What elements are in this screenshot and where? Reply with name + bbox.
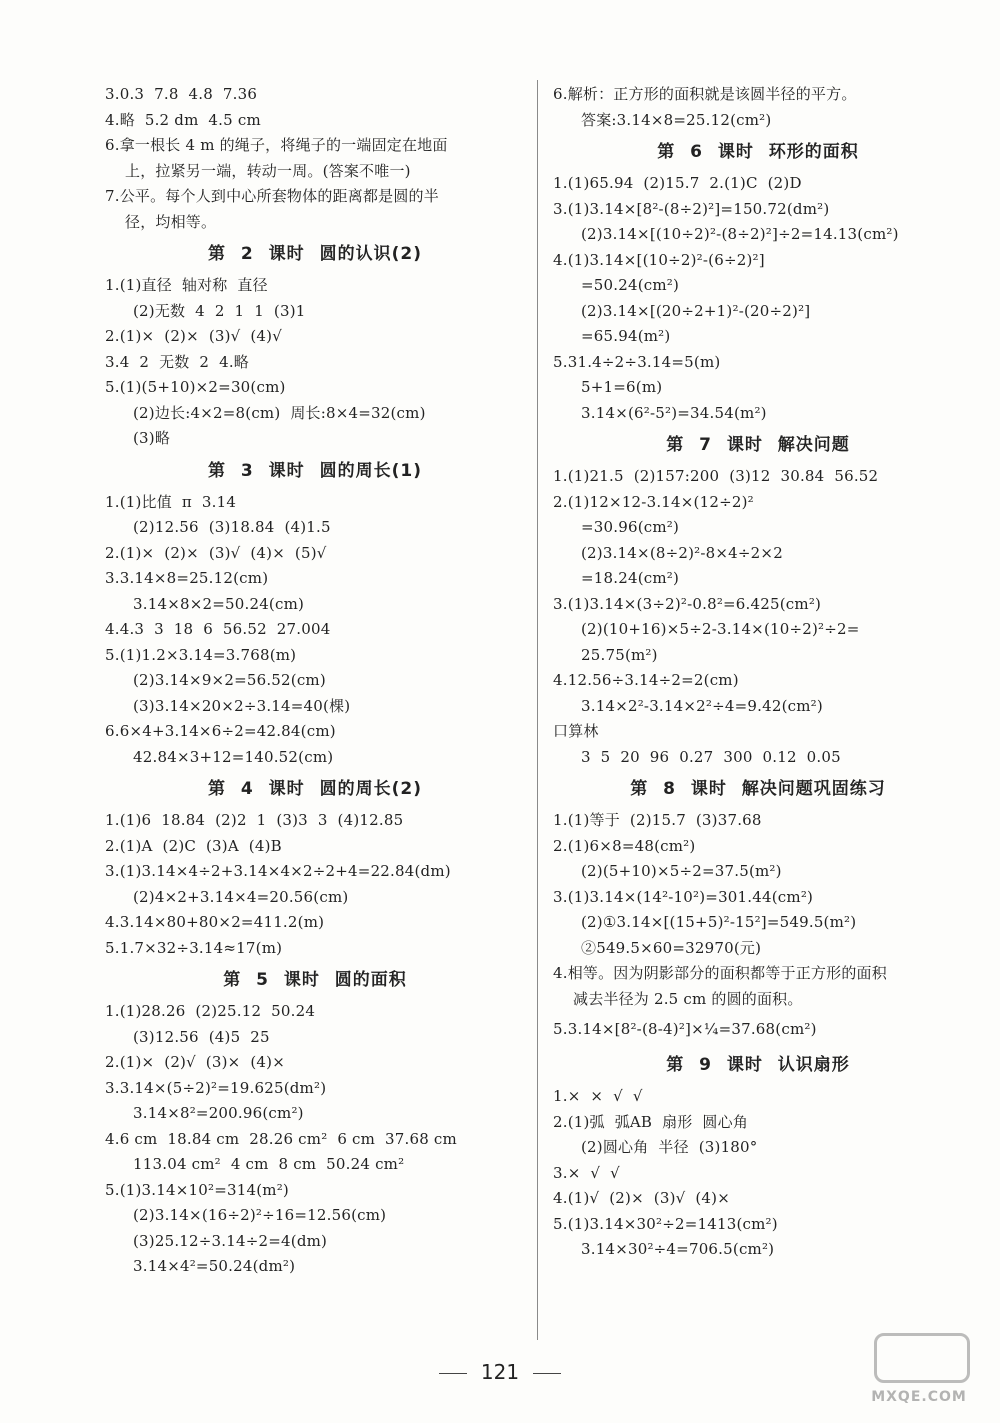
answer-line: (2)3.14×[(10÷2)²-(8÷2)²]÷2=14.13(cm²)	[581, 225, 899, 243]
section-heading: 第 5 课时 圆的面积	[223, 970, 407, 990]
answer-line: 1.(1)28.26 (2)25.12 50.24	[105, 1002, 316, 1020]
answer-stamp-logo-icon	[874, 1333, 970, 1383]
section-heading: 第 9 课时 认识扇形	[666, 1055, 850, 1075]
section-heading: 第 8 课时 解决问题巩固练习	[630, 779, 886, 799]
answer-line: 3.× √ √	[553, 1163, 620, 1182]
answer-line: 1.(1)65.94 (2)15.7 2.(1)C (2)D	[553, 174, 802, 192]
answer-line: 3.14×(6²-5²)=34.54(m²)	[581, 403, 767, 422]
answer-line: 5.(1)(5+10)×2=30(cm)	[105, 378, 286, 396]
section-heading: 第 2 课时 圆的认识(2)	[208, 244, 422, 264]
section-heading: 第 6 课时 环形的面积	[657, 142, 859, 162]
right-column	[553, 82, 963, 1263]
answer-line: 2.(1)× (2)√ (3)× (4)×	[105, 1053, 285, 1071]
answer-line: (2)(10+16)×5÷2-3.14×(10÷2)²÷2=	[581, 620, 860, 638]
answer-line: 42.84×3+12=140.52(cm)	[133, 747, 334, 766]
answer-line: 3.0.3 7.8 4.8 7.36	[105, 85, 258, 103]
answer-line: 3.14×8²=200.96(cm²)	[133, 1104, 304, 1122]
answer-line: 上，拉紧另一端，转动一周。(答案不唯一)	[125, 161, 411, 180]
answer-line: (2)3.14×(8÷2)²-8×4÷2×2	[581, 543, 783, 562]
answer-line: (2)圆心角 半径 (3)180°	[581, 1138, 758, 1156]
answer-line: (2)4×2+3.14×4=20.56(cm)	[133, 887, 349, 906]
answer-line: (3)12.56 (4)5 25	[133, 1027, 270, 1046]
answer-line: 4.6 cm 18.84 cm 28.26 cm² 6 cm 37.68 cm	[105, 1129, 457, 1148]
answer-line: (2)(5+10)×5÷2=37.5(m²)	[581, 862, 782, 880]
answer-line: 1.(1)比值 π 3.14	[105, 492, 237, 511]
answer-line: 2.(1)12×12-3.14×(12÷2)²	[553, 492, 754, 511]
answer-line: 6.6×4+3.14×6÷2=42.84(cm)	[105, 722, 336, 740]
answer-line: 3.(1)3.14×(3÷2)²-0.8²=6.425(cm²)	[553, 594, 822, 613]
answer-line: 3.14×4²=50.24(dm²)	[133, 1257, 296, 1275]
answer-line: 4.(1)3.14×[(10÷2)²-(6÷2)²]	[553, 250, 765, 269]
answer-line: 3.14×8×2=50.24(cm)	[133, 594, 305, 613]
answer-line: 3.4 2 无数 2 4.略	[105, 352, 249, 371]
answer-line: 3.(1)3.14×(14²-10²)=301.44(cm²)	[553, 887, 814, 906]
answer-line: 1.(1)6 18.84 (2)2 1 (3)3 3 (4)12.85	[105, 811, 404, 829]
answer-line: 2.(1)A (2)C (3)A (4)B	[105, 836, 282, 855]
answer-line: 7.公平。每个人到中心所套物体的距离都是圆的半	[105, 187, 439, 205]
page-number	[0, 1360, 1000, 1384]
section-heading: 第 3 课时 圆的周长(1)	[208, 460, 422, 481]
answer-line: 5.(1)3.14×10²=314(m²)	[105, 1180, 289, 1199]
column-divider	[537, 80, 538, 1340]
answer-line: 5.1.7×32÷3.14≈17(m)	[105, 938, 283, 957]
answer-line: (2)边长:4×2=8(cm) 周长:8×4=32(cm)	[133, 403, 426, 422]
answer-line: 25.75(m²)	[581, 645, 658, 664]
answer-line: 4.(1)√ (2)× (3)√ (4)×	[553, 1189, 730, 1207]
answer-line: 2.(1)× (2)× (3)√ (4)× (5)√	[105, 543, 327, 562]
answer-line: (2)①3.14×[(15+5)²-15²]=549.5(m²)	[581, 913, 857, 931]
answer-line: 4.3.14×80+80×2=411.2(m)	[105, 913, 325, 931]
answer-line: (2)3.14×[(20÷2+1)²-(20÷2)²]	[581, 301, 811, 320]
answer-line: 2.(1)6×8=48(cm²)	[553, 836, 696, 855]
answer-line: (3)25.12÷3.14÷2=4(dm)	[133, 1231, 328, 1250]
section-heading: 第 7 课时 解决问题	[666, 435, 850, 455]
answer-line: 6.解析：正方形的面积就是该圆半径的平方。	[553, 85, 857, 103]
answer-line: 4.12.56÷3.14÷2=2(cm)	[553, 671, 739, 689]
watermark-text: MXQE.COM	[871, 1389, 967, 1405]
answer-line: 3 5 20 96 0.27 300 0.12 0.05	[581, 747, 841, 766]
answer-line: 3.3.14×(5÷2)²=19.625(dm²)	[105, 1078, 327, 1097]
answer-line: (2)3.14×(16÷2)²÷16=12.56(cm)	[133, 1206, 387, 1224]
answer-line: =50.24(cm²)	[581, 276, 680, 294]
answer-line: 4.相等。因为阴影部分的面积都等于正方形的面积	[553, 964, 887, 982]
answer-line: (2)3.14×9×2=56.52(cm)	[133, 671, 326, 689]
answer-line: (3)3.14×20×2÷3.14=40(棵)	[133, 696, 351, 715]
answer-line: 减去半径为 2.5 cm 的圆的面积。	[573, 989, 803, 1008]
page-number-text: 121	[480, 1360, 520, 1384]
answer-line: 5.31.4÷2÷3.14=5(m)	[553, 352, 721, 371]
answer-line: 5.3.14×[8²-(8-4)²]×¼=37.68(cm²)	[553, 1020, 817, 1038]
answer-line: (2)无数 4 2 1 1 (3)1	[133, 301, 306, 320]
answer-line: 径，均相等。	[125, 212, 217, 231]
answer-line: (3)略	[133, 429, 171, 447]
answer-line: 1.× × √ √	[553, 1087, 643, 1105]
page-number-dash-left	[439, 1373, 467, 1374]
answer-line: 1.(1)等于 (2)15.7 (3)37.68	[553, 811, 762, 829]
left-column	[105, 82, 525, 1280]
answer-line: 3.(1)3.14×4÷2+3.14×4×2÷2+4=22.84(dm)	[105, 862, 451, 880]
answer-line: 3.14×30²÷4=706.5(cm²)	[581, 1240, 775, 1258]
answer-line: 2.(1)× (2)× (3)√ (4)√	[105, 327, 282, 345]
answer-line: =30.96(cm²)	[581, 518, 680, 536]
answer-line: 5+1=6(m)	[581, 378, 663, 396]
answer-line: 3.(1)3.14×[8²-(8÷2)²]=150.72(dm²)	[553, 199, 830, 218]
answer-line: 4.4.3 3 18 6 56.52 27.004	[105, 620, 331, 638]
answer-line: 5.(1)3.14×30²÷2=1413(cm²)	[553, 1214, 778, 1233]
answer-line: 113.04 cm² 4 cm 8 cm 50.24 cm²	[133, 1155, 405, 1173]
answer-line: 2.(1)弧 弧AB 扇形 圆心角	[553, 1112, 749, 1131]
watermark	[860, 1333, 978, 1405]
page-number-dash-right	[533, 1373, 561, 1374]
answer-line: 3.3.14×8=25.12(cm)	[105, 569, 269, 587]
answer-line: =65.94(m²)	[581, 327, 671, 345]
answer-line: 1.(1)直径 轴对称 直径	[105, 276, 268, 294]
answer-line: (2)12.56 (3)18.84 (4)1.5	[133, 518, 331, 536]
answer-line: 6.拿一根长 4 m 的绳子，将绳子的一端固定在地面	[105, 136, 448, 154]
answer-line: 1.(1)21.5 (2)157:200 (3)12 30.84 56.52	[553, 467, 879, 485]
answer-line: ②549.5×60=32970(元)	[581, 938, 762, 957]
answer-line: 4.略 5.2 dm 4.5 cm	[105, 110, 261, 129]
answer-line: 口算林	[553, 722, 599, 740]
section-heading: 第 4 课时 圆的周长(2)	[208, 779, 422, 799]
answer-line: 5.(1)1.2×3.14=3.768(m)	[105, 645, 297, 664]
answer-line: 3.14×2²-3.14×2²÷4=9.42(cm²)	[581, 696, 823, 715]
answer-line: 答案:3.14×8=25.12(cm²)	[581, 110, 772, 129]
answer-line: =18.24(cm²)	[581, 569, 680, 587]
